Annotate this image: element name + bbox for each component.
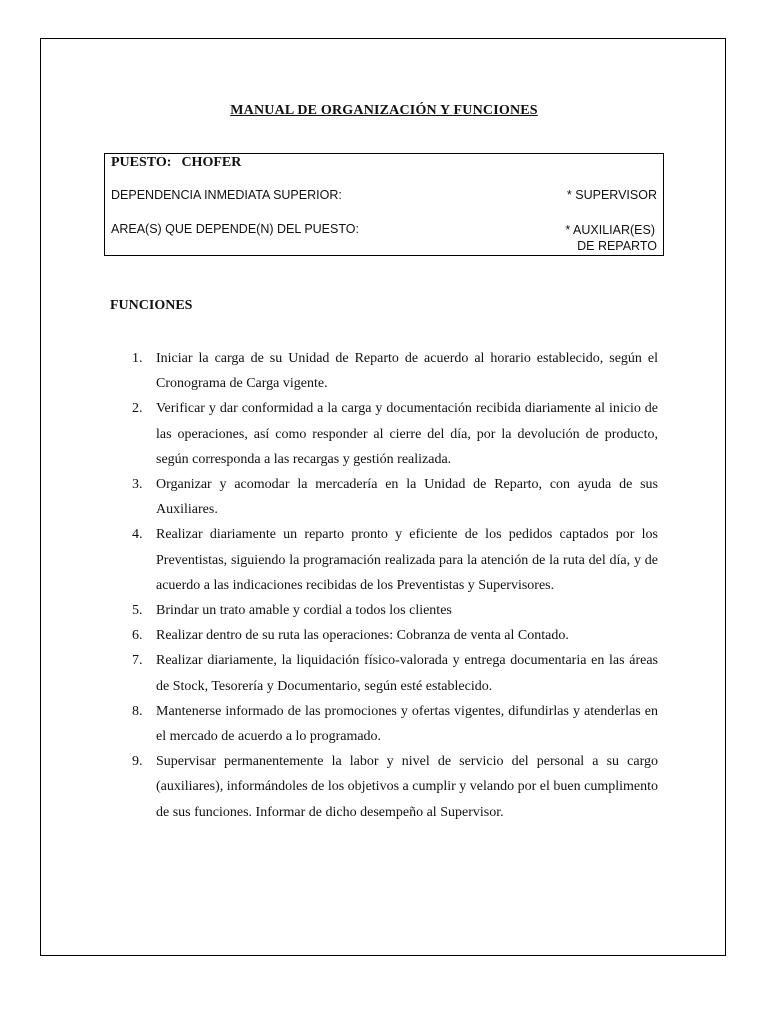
function-number: 6. [132, 628, 143, 644]
function-number: 3. [132, 477, 143, 493]
area-value [565, 222, 657, 254]
function-item [110, 598, 658, 623]
puesto-row [111, 155, 657, 171]
area-value-line2: DE REPARTO [577, 239, 657, 253]
function-text: Realizar dentro de su ruta las operaciones: Cobranza de venta al Contado. [156, 628, 569, 644]
function-item [110, 522, 658, 598]
function-number: 5. [132, 603, 143, 619]
functions-list [110, 346, 658, 825]
function-text: Iniciar la carga de su Unidad de Reparto de acuerdo al horario establecido, según el Cronograma de Carga vigente. [156, 351, 658, 392]
function-number: 4. [132, 527, 143, 543]
puesto-value: CHOFER [181, 155, 242, 170]
function-text: Mantenerse informado de las promociones y ofertas vigentes, difundirlas y atenderlas en el mercado de acuerdo a lo programado. [156, 703, 658, 745]
function-item [110, 699, 658, 749]
function-number: 8. [132, 703, 143, 719]
function-number: 1. [132, 351, 143, 366]
section-heading-funciones: FUNCIONES [110, 298, 193, 313]
function-item [110, 396, 658, 472]
dependencia-row [111, 188, 657, 202]
area-label: AREA(S) QUE DEPENDE(N) DEL PUESTO: [111, 222, 359, 236]
function-item [110, 749, 658, 825]
position-info-box [104, 153, 664, 256]
function-text: Organizar y acomodar la mercadería en la Unidad de Reparto, con ayuda de sus Auxiliares. [156, 477, 658, 518]
function-item [110, 648, 658, 698]
function-text: Verificar y dar conformidad a la carga y documentación recibida diariamente al inicio de las operaciones, así como responder al cierre del día, por la devolución de producto, según corresponda a las recargas y gestión realizada. [156, 401, 658, 467]
function-text: Realizar diariamente un reparto pronto y eficiente de los pedidos captados por los Preventistas, siguiendo la programación realizada para la atención de la ruta del día, y de acuerdo a las indicaciones recibidas de los Preventistas y Supervisores. [156, 527, 658, 593]
function-text: Realizar diariamente, la liquidación físico-valorada y entrega documentaria en las áreas de Stock, Tesorería y Documentario, según esté establecido. [156, 653, 658, 694]
function-text: Supervisar permanentemente la labor y nivel de servicio del personal a su cargo (auxiliares), informándoles de los objetivos a cumplir y velando por el buen cumplimento de sus funciones. Informar de dicho desempeño al Supervisor. [156, 754, 658, 820]
function-number: 7. [132, 653, 143, 669]
document-title: MANUAL DE ORGANIZACIÓN Y FUNCIONES [230, 103, 538, 118]
dependencia-label: DEPENDENCIA INMEDIATA SUPERIOR: [111, 188, 342, 202]
area-value-line1: * AUXILIAR(ES) [565, 223, 655, 237]
puesto-label: PUESTO: [111, 155, 172, 170]
function-text: Brindar un trato amable y cordial a todos los clientes [156, 603, 452, 619]
function-item [110, 346, 658, 396]
dependencia-value: * SUPERVISOR [566, 188, 657, 202]
area-row [111, 222, 657, 253]
function-item [110, 623, 658, 648]
function-number: 2. [132, 401, 143, 417]
function-item [110, 472, 658, 522]
function-number: 9. [132, 754, 143, 770]
